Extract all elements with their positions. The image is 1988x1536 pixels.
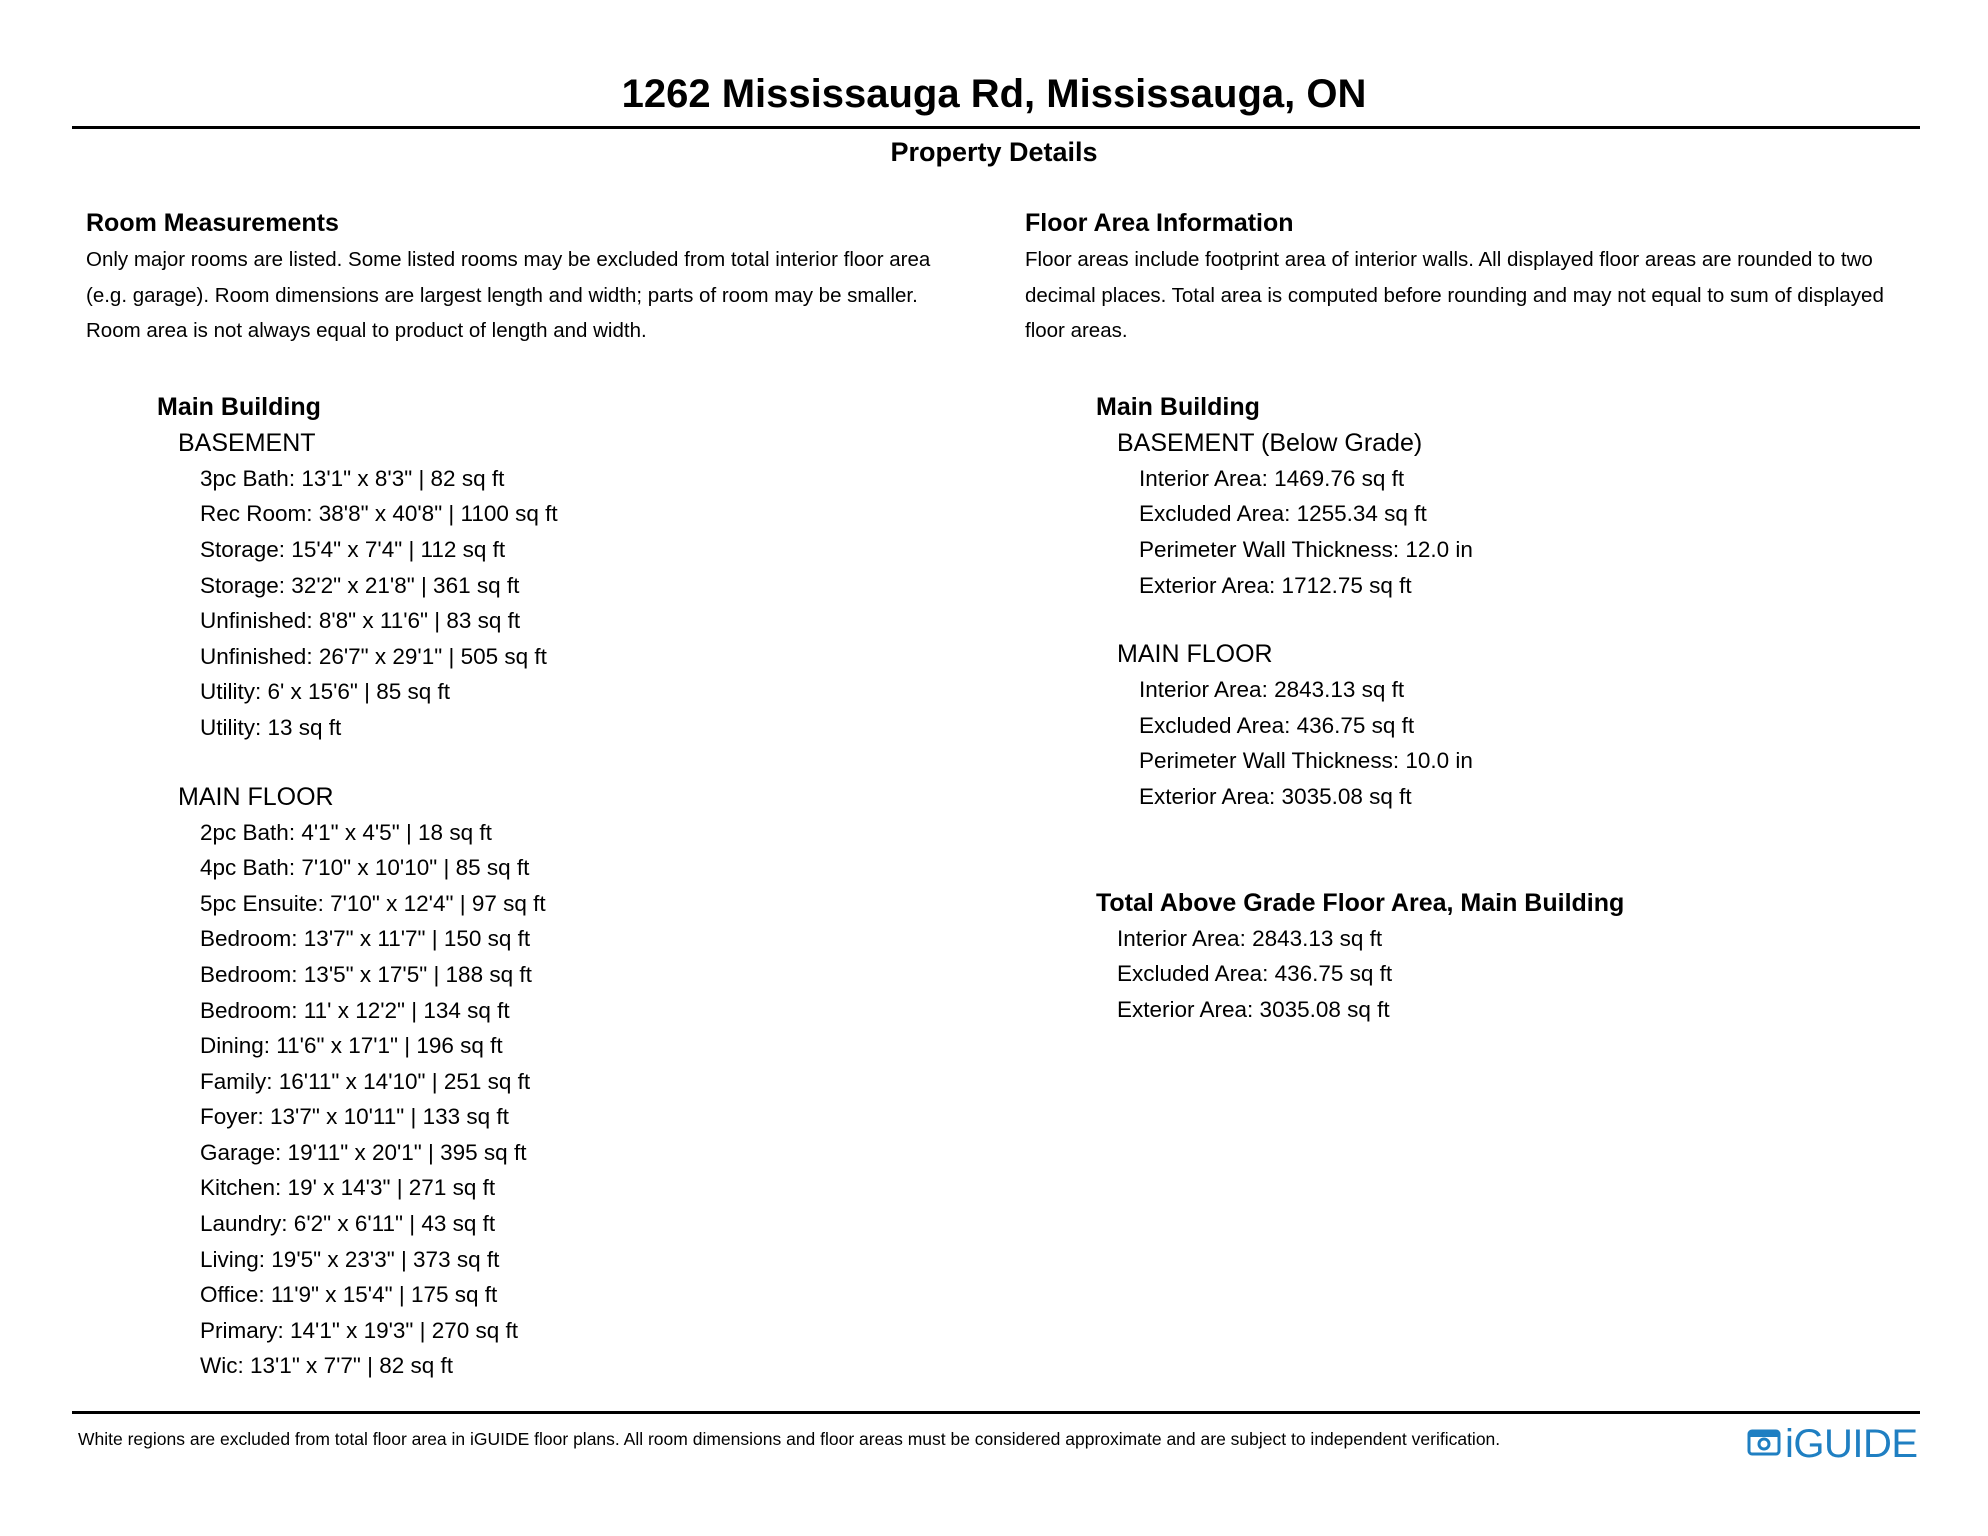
room-item: Garage: 19'11" x 20'1" | 395 sq ft [200,1139,527,1165]
room-item: Living: 19'5" x 23'3" | 373 sq ft [200,1246,500,1272]
description-line: Room area is not always equal to product of length and width. [86,319,647,343]
description-line: Only major rooms are listed. Some listed rooms may be excluded from total interior floor area [86,248,931,271]
building-heading: Main Building [157,392,321,421]
room-item: Family: 16'11" x 14'10" | 251 sq ft [200,1068,531,1094]
description-line: (e.g. garage). Room dimensions are largest length and width; parts of room may be smaller. [86,283,918,307]
room-item: Bedroom: 13'5" x 17'5" | 188 sq ft [200,961,532,987]
area-item: Perimeter Wall Thickness: 10.0 in [1139,748,1473,774]
room-item: Office: 11'9" x 15'4" | 175 sq ft [200,1282,498,1308]
area-building-block [1096,389,1955,815]
room-item: Storage: 32'2" x 21'8" | 361 sq ft [200,572,520,598]
iguide-logo-text: iGUIDE [1785,1422,1918,1466]
area-item: Interior Area: 1469.76 sq ft [1139,465,1405,491]
floor-heading: MAIN FLOOR [1117,640,1273,669]
total-area-list [1117,921,1955,1028]
total-area-block [1096,885,1955,1028]
floor-block-basement [178,425,986,746]
area-item: Excluded Area: 436.75 sq ft [1139,712,1415,738]
room-item: 5pc Ensuite: 7'10" x 12'4" | 97 sq ft [200,890,546,916]
title-rule [72,126,1920,129]
description-line: floor areas. [1025,319,1128,343]
floor-area-section [1025,206,1955,1027]
room-measurements-section [86,206,986,1384]
building-heading: Main Building [1096,392,1260,421]
room-item: Kitchen: 19' x 14'3" | 271 sq ft [200,1175,496,1201]
area-block-basement [1117,425,1955,603]
room-item: Dining: 11'6" x 17'1" | 196 sq ft [200,1033,503,1059]
page-title: 1262 Mississauga Rd, Mississauga, ON [621,72,1367,116]
room-item: Utility: 6' x 15'6" | 85 sq ft [200,679,451,705]
iguide-camera-icon [1747,1427,1781,1462]
total-area-heading: Total Above Grade Floor Area, Main Building [1096,888,1625,917]
description-line: decimal places. Total area is computed before rounding and may not equal to sum of displayed [1025,283,1884,307]
room-item: Wic: 13'1" x 7'7" | 82 sq ft [200,1353,454,1379]
floor-heading: MAIN FLOOR [178,782,334,811]
floor-heading: BASEMENT (Below Grade) [1117,428,1423,457]
room-list [200,461,986,746]
room-item: 2pc Bath: 4'1" x 4'5" | 18 sq ft [200,819,492,845]
room-item: Bedroom: 13'7" x 11'7" | 150 sq ft [200,926,531,952]
description-line: Floor areas include footprint area of interior walls. All displayed floor areas are rounded to two [1025,248,1873,271]
area-item: Interior Area: 2843.13 sq ft [1139,677,1405,703]
room-item: Primary: 14'1" x 19'3" | 270 sq ft [200,1317,519,1343]
area-item: Exterior Area: 1712.75 sq ft [1139,572,1412,598]
room-measurements-heading: Room Measurements [86,209,339,237]
area-list [1139,672,1955,814]
room-item: Unfinished: 26'7" x 29'1" | 505 sq ft [200,643,547,669]
area-block-main [1117,636,1955,814]
room-item: Bedroom: 11' x 12'2" | 134 sq ft [200,997,510,1023]
room-item: Utility: 13 sq ft [200,714,342,740]
room-item: 4pc Bath: 7'10" x 10'10" | 85 sq ft [200,855,530,881]
area-item: Excluded Area: 1255.34 sq ft [1139,501,1427,527]
floor-area-heading: Floor Area Information [1025,209,1294,237]
total-area-item: Exterior Area: 3035.08 sq ft [1117,996,1390,1022]
room-item: Rec Room: 38'8" x 40'8" | 1100 sq ft [200,501,558,527]
room-item: Laundry: 6'2" x 6'11" | 43 sq ft [200,1211,496,1237]
iguide-logo [1747,1423,1918,1465]
area-list [1139,461,1955,603]
area-item: Perimeter Wall Thickness: 12.0 in [1139,536,1473,562]
room-measurements-description [86,242,986,349]
total-area-item: Interior Area: 2843.13 sq ft [1117,925,1383,951]
room-item: 3pc Bath: 13'1" x 8'3" | 82 sq ft [200,465,505,491]
area-item: Exterior Area: 3035.08 sq ft [1139,783,1412,809]
page-subtitle: Property Details [890,137,1098,167]
room-item: Foyer: 13'7" x 10'11" | 133 sq ft [200,1104,509,1130]
floor-heading: BASEMENT [178,428,316,457]
room-item: Storage: 15'4" x 7'4" | 112 sq ft [200,536,506,562]
floor-block-main [178,779,986,1385]
room-building-block [157,389,986,1384]
room-list [200,815,986,1385]
footer-rule [72,1411,1920,1414]
room-item: Unfinished: 8'8" x 11'6" | 83 sq ft [200,608,521,634]
floor-area-description [1025,242,1955,349]
total-area-item: Excluded Area: 436.75 sq ft [1117,961,1393,987]
footer-disclaimer: White regions are excluded from total floor area in iGUIDE floor plans. All room dimensions and floor areas must be considered approximate and are subject to independent verification. [78,1429,1501,1449]
